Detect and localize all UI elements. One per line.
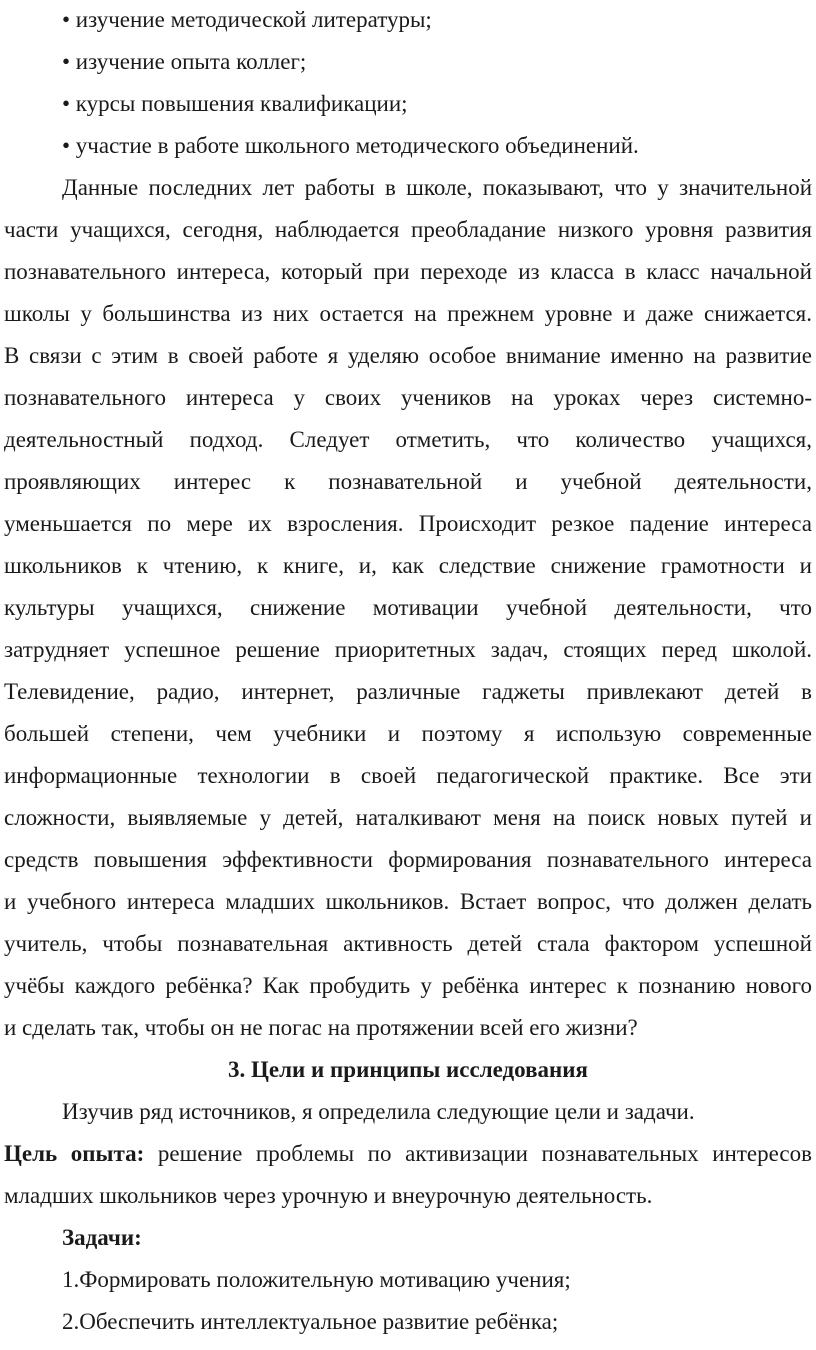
paragraph-line: учитель, чтобы познавательная активность детей стала фактором успешной <box>4 931 812 956</box>
paragraph-line: и учебного интереса младших школьников. Встает вопрос, что должен делать <box>4 889 812 914</box>
paragraph-line: В связи с этим в своей работе я уделяю особое внимание именно на развитие <box>4 343 812 368</box>
paragraph-line: проявляющих интерес к познавательной и учебной деятельности, <box>4 469 812 494</box>
paragraph-line: большей степени, чем учебники и поэтому я использую современные <box>4 721 812 746</box>
paragraph-line: деятельностный подход. Следует отметить, что количество учащихся, <box>4 427 812 452</box>
paragraph-line: и сделать так, чтобы он не погас на протяжении всей его жизни? <box>4 1015 638 1040</box>
paragraph-line: части учащихся, сегодня, наблюдается преобладание низкого уровня развития <box>4 217 812 242</box>
list-item: • участие в работе школьного методического объединений. <box>62 133 639 158</box>
paragraph-line: познавательного интереса у своих учеников на уроках через системно- <box>4 385 812 410</box>
section-heading: 3. Цели и принципы исследования <box>228 1057 588 1082</box>
paragraph-line: Данные последних лет работы в школе, показывают, что у значительной <box>62 175 812 200</box>
paragraph-line: школы у большинства из них остается на прежнем уровне и даже снижается. <box>4 301 812 326</box>
task-item: 2.Обеспечить интеллектуальное развитие ребёнка; <box>62 1309 559 1334</box>
paragraph-line: Телевидение, радио, интернет, различные гаджеты привлекают детей в <box>4 679 812 704</box>
paragraph-line: уменьшается по мере их взросления. Происходит резкое падение интереса <box>4 511 812 536</box>
intro-line: Изучив ряд источников, я определила следующие цели и задачи. <box>62 1099 695 1124</box>
goal-label: Цель опыта: <box>4 1141 145 1166</box>
paragraph-line: затрудняет успешное решение приоритетных задач, стоящих перед школой. <box>4 637 812 662</box>
paragraph-line: средств повышения эффективности формирования познавательного интереса <box>4 847 812 872</box>
paragraph-line: сложности, выявляемые у детей, наталкивают меня на поиск новых путей и <box>4 805 812 830</box>
paragraph-line: учёбы каждого ребёнка? Как пробудить у ребёнка интерес к познанию нового <box>4 973 812 998</box>
list-item: • изучение методической литературы; <box>62 7 432 32</box>
goal-line-continued: младших школьников через урочную и внеурочную деятельность. <box>4 1183 653 1208</box>
list-item: • изучение опыта коллег; <box>62 49 307 74</box>
paragraph-line: школьников к чтению, к книге, и, как следствие снижение грамотности и <box>4 553 812 578</box>
task-item: 1.Формировать положительную мотивацию учения; <box>62 1267 571 1292</box>
list-item: • курсы повышения квалификации; <box>62 91 408 116</box>
goal-line <box>4 1140 812 1168</box>
tasks-label: Задачи: <box>62 1225 142 1250</box>
paragraph-line: познавательного интереса, который при переходе из класса в класс начальной <box>4 259 812 284</box>
goal-text: решение проблемы по активизации познавательных интересов <box>144 1141 812 1166</box>
paragraph-line: информационные технологии в своей педагогической практике. Все эти <box>4 763 812 788</box>
paragraph-line: культуры учащихся, снижение мотивации учебной деятельности, что <box>4 595 812 620</box>
